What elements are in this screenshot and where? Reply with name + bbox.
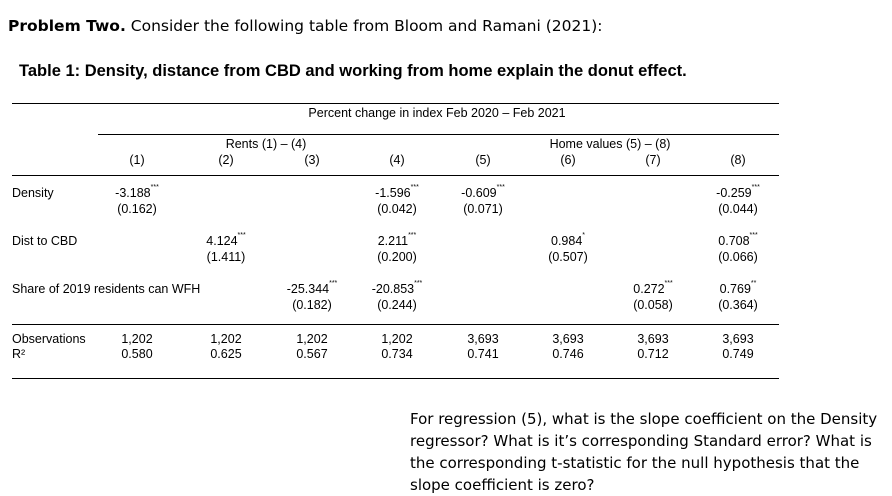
se-cbd-col2: (1.411) xyxy=(206,250,246,264)
se-cbd-col8: (0.066) xyxy=(718,250,758,264)
significance-stars: *** xyxy=(408,232,417,239)
significance-stars: *** xyxy=(749,232,758,239)
coef-wfh-col7: 0.272*** xyxy=(633,280,673,296)
coef-wfh-col4: -20.853*** xyxy=(371,280,423,296)
column-header-1: (1) xyxy=(129,153,145,167)
spanner-header: Percent change in index Feb 2020 – Feb 2021 xyxy=(308,106,566,120)
column-header-5: (5) xyxy=(475,153,491,167)
coef-density-col1: -3.188*** xyxy=(115,184,159,200)
significance-stars: *** xyxy=(150,184,159,191)
se-wfh-col8: (0.364) xyxy=(718,298,758,312)
row-label-dist-cbd: Dist to CBD xyxy=(12,234,78,248)
observations-col6: 3,693 xyxy=(552,332,584,346)
significance-stars: ** xyxy=(750,280,757,287)
r2-col7: 0.712 xyxy=(637,347,669,361)
column-header-3: (3) xyxy=(304,153,320,167)
row-label-r2: R² xyxy=(12,347,26,361)
coef-cbd-col6: 0.984* xyxy=(550,232,586,248)
se-density-col1: (0.162) xyxy=(117,202,157,216)
se-cbd-col4: (0.200) xyxy=(377,250,417,264)
observations-col1: 1,202 xyxy=(121,332,153,346)
significance-stars: *** xyxy=(237,232,246,239)
intro-line xyxy=(8,17,603,35)
significance-stars: *** xyxy=(410,184,419,191)
rule-header xyxy=(12,175,779,176)
significance-stars: *** xyxy=(664,280,673,287)
significance-stars: *** xyxy=(329,280,338,287)
coef-cbd-col8: 0.708*** xyxy=(718,232,758,248)
r2-col5: 0.741 xyxy=(467,347,499,361)
row-label-wfh: Share of 2019 residents can WFH xyxy=(12,282,201,296)
observations-col3: 1,202 xyxy=(296,332,328,346)
row-label-density: Density xyxy=(12,186,54,200)
se-wfh-col4: (0.244) xyxy=(377,298,417,312)
column-header-4: (4) xyxy=(389,153,405,167)
coef-cbd-col4: 2.211*** xyxy=(377,232,417,248)
significance-stars: * xyxy=(582,232,586,239)
rule-spanner xyxy=(98,134,779,135)
rule-top xyxy=(12,103,779,104)
significance-stars: *** xyxy=(496,184,505,191)
se-density-col8: (0.044) xyxy=(718,202,758,216)
coef-wfh-col8: 0.769** xyxy=(719,280,757,296)
r2-col1: 0.580 xyxy=(121,347,153,361)
table-title: Table 1: Density, distance from CBD and working from home explain the donut effect. xyxy=(19,62,687,80)
group-rents-header: Rents (1) – (4) xyxy=(225,137,307,151)
rule-bottom xyxy=(12,378,779,379)
se-wfh-col3: (0.182) xyxy=(292,298,332,312)
coef-cbd-col2: 4.124*** xyxy=(206,232,246,248)
observations-col8: 3,693 xyxy=(722,332,754,346)
r2-col3: 0.567 xyxy=(296,347,328,361)
group-home-values-header: Home values (5) – (8) xyxy=(549,137,671,151)
se-density-col4: (0.042) xyxy=(377,202,417,216)
problem-label: Problem Two. xyxy=(8,17,126,35)
coef-density-col5: -0.609*** xyxy=(461,184,505,200)
r2-col2: 0.625 xyxy=(210,347,242,361)
significance-stars: *** xyxy=(414,280,423,287)
column-header-6: (6) xyxy=(560,153,576,167)
observations-col4: 1,202 xyxy=(381,332,413,346)
column-header-8: (8) xyxy=(730,153,746,167)
r2-col4: 0.734 xyxy=(381,347,413,361)
observations-col7: 3,693 xyxy=(637,332,669,346)
se-wfh-col7: (0.058) xyxy=(633,298,673,312)
se-density-col5: (0.071) xyxy=(463,202,503,216)
intro-text: Consider the following table from Bloom and Ramani (2021): xyxy=(125,17,603,35)
se-cbd-col6: (0.507) xyxy=(548,250,588,264)
observations-col2: 1,202 xyxy=(210,332,242,346)
rule-stats xyxy=(12,324,779,325)
question-text: For regression (5), what is the slope coefficient on the Density regressor? What is it’s corresponding Standard error? What is the corresponding t-statistic for the null hypothesis that the slope coefficient is zero? xyxy=(410,410,878,494)
column-header-7: (7) xyxy=(645,153,661,167)
r2-col6: 0.746 xyxy=(552,347,584,361)
coef-wfh-col3: -25.344*** xyxy=(286,280,338,296)
coef-density-col8: -0.259*** xyxy=(716,184,760,200)
significance-stars: *** xyxy=(751,184,760,191)
row-label-observations: Observations xyxy=(12,332,86,346)
observations-col5: 3,693 xyxy=(467,332,499,346)
r2-col8: 0.749 xyxy=(722,347,754,361)
column-header-2: (2) xyxy=(218,153,234,167)
coef-density-col4: -1.596*** xyxy=(375,184,419,200)
